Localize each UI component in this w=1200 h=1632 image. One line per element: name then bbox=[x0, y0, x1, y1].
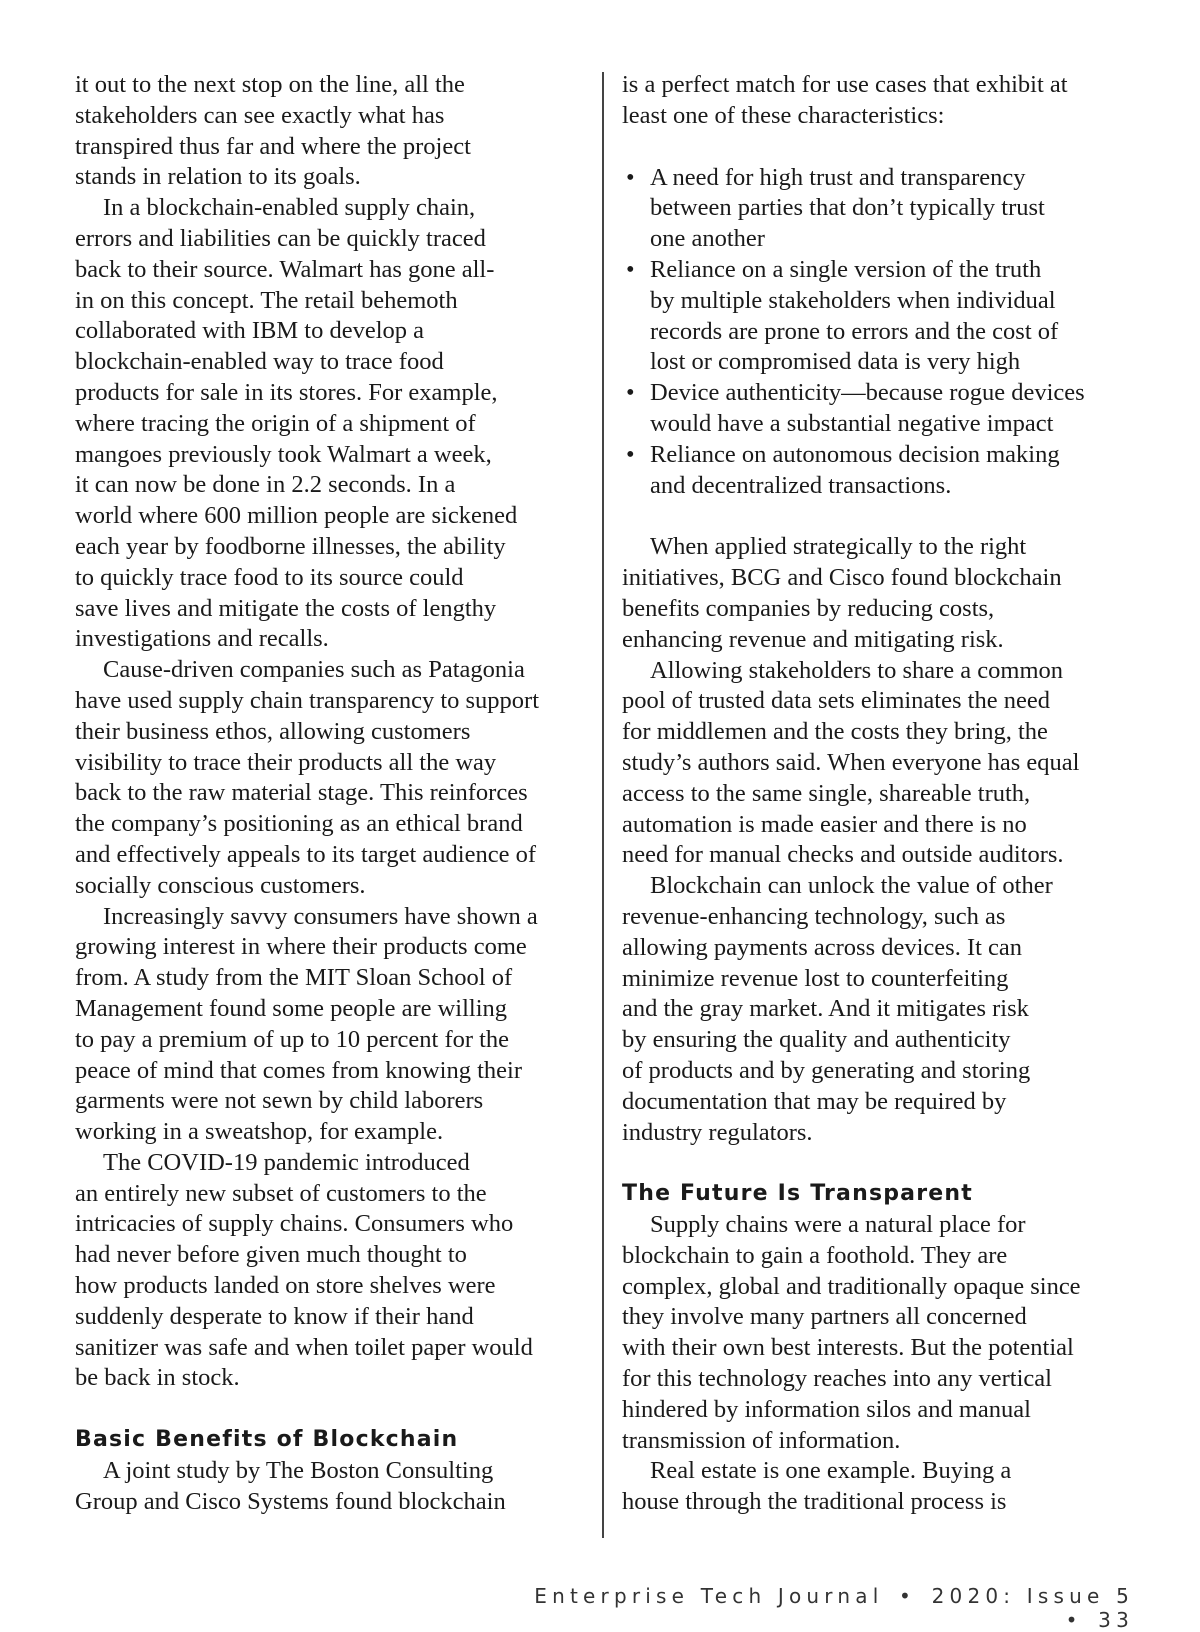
spacer bbox=[622, 1148, 1142, 1179]
paragraph: is a perfect match for use cases that exhibit at least one of these characteristics: bbox=[622, 71, 1068, 129]
spacer bbox=[75, 1394, 595, 1425]
paragraph: In a blockchain-enabled supply chain, errors and liabilities can be quickly traced back to their source. Walmart has gone all- in on this concept. The retail behemoth collaborated with IBM to develop a blockchain-enabled way to trace food products for sale in its stores. For example, where tracing the origin of a shipment of mangoes previously took Walmart a week, it can now be done in 2.2 seconds. In a world where 600 million people are sickened each year by foodborne illnesses, the ability to quickly trace food to its source could save lives and mitigate the costs of lengthy investigations and recalls. bbox=[75, 194, 518, 653]
paragraph: Real estate is one example. Buying a house through the traditional process is bbox=[622, 1457, 1012, 1516]
page-footer bbox=[520, 1584, 1134, 1632]
separator-dot: • bbox=[1065, 1608, 1083, 1632]
separator-dot: • bbox=[899, 1584, 917, 1608]
paragraph: Blockchain can unlock the value of other revenue-enhancing technology, such as allowing payments across devices. It can minimize revenue lost to counterfeiting and the gray market. And it mitigates risk by ensuring the quality and authenticity of products and by generating and storing documentation that may be required by industry regulators. bbox=[622, 872, 1053, 1146]
paragraph: A joint study by The Boston Consulting Group and Cisco Systems found blockchain bbox=[75, 1457, 506, 1515]
paragraph: Supply chains were a natural place for blockchain to gain a foothold. They are complex, global and traditionally opaque since they involve many partners all concerned with their own best interests. But the potential for this technology reaches into any vertical hindered by information silos and manual transmission of information. bbox=[622, 1211, 1081, 1454]
spacer bbox=[622, 132, 1142, 163]
paragraph: Increasingly savvy consumers have shown a growing interest in where their products come from. A study from the MIT Sloan School of Management found some people are willing to pay a premium of up to 10 percent for the peace of mind that comes from knowing their garments were not sewn by child laborers working in a sweatshop, for example. bbox=[75, 902, 538, 1146]
paragraph: Allowing stakeholders to share a common pool of trusted data sets eliminates the need for middlemen and the costs they bring, the study’s authors said. When everyone has equal access to the same single, shareable truth, automation is made easier and there is no need for manual checks and outside auditors. bbox=[622, 656, 1080, 869]
paragraph: The COVID-19 pandemic introduced an entirely new subset of customers to the intricacies of supply chains. Consumers who had never before given much thought to how products landed on store shelves were suddenly desperate to know if their hand sanitizer was safe and when toilet paper would be back in stock. bbox=[75, 1148, 533, 1392]
left-column bbox=[75, 70, 595, 1518]
section-heading: The Future Is Transparent bbox=[622, 1181, 973, 1207]
list-item: • Reliance on a single version of the truth by multiple stakeholders when individual records are prone to errors and the cost of lost or compromised data is very high bbox=[626, 255, 1059, 376]
spacer bbox=[622, 501, 1142, 532]
column-divider bbox=[602, 72, 604, 1538]
paragraph: When applied strategically to the right initiatives, BCG and Cisco found blockchain benefits companies by reducing costs, enhancing revenue and mitigating risk. bbox=[622, 533, 1062, 653]
bullet-icon: • bbox=[626, 379, 635, 407]
journal-name: Enterprise Tech Journal bbox=[534, 1584, 884, 1608]
page-number: 33 bbox=[1098, 1608, 1134, 1632]
list-item: • Reliance on autonomous decision making and decentralized transactions. bbox=[626, 440, 1060, 499]
characteristics-list bbox=[622, 163, 1142, 502]
issue-label: 2020: Issue 5 bbox=[931, 1584, 1134, 1608]
list-item: • Device authenticity—because rogue devices would have a substantial negative impact bbox=[626, 379, 1085, 437]
right-column bbox=[622, 70, 1142, 1518]
section-heading: Basic Benefits of Blockchain bbox=[75, 1427, 459, 1453]
paragraph: it out to the next stop on the line, all the stakeholders can see exactly what has transpired thus far and where the project stands in relation to its goals. bbox=[75, 71, 471, 191]
bullet-icon: • bbox=[626, 163, 635, 191]
bullet-icon: • bbox=[626, 440, 635, 468]
bullet-icon: • bbox=[626, 255, 635, 283]
list-item: • A need for high trust and transparency between parties that don’t typically trust one another bbox=[626, 163, 1045, 253]
paragraph: Cause-driven companies such as Patagonia have used supply chain transparency to support their business ethos, allowing customers visibility to trace their products all the way back to the raw material stage. This reinforces the company’s positioning as an ethical brand and effectively appeals to its target audience of socially conscious customers. bbox=[75, 656, 540, 899]
